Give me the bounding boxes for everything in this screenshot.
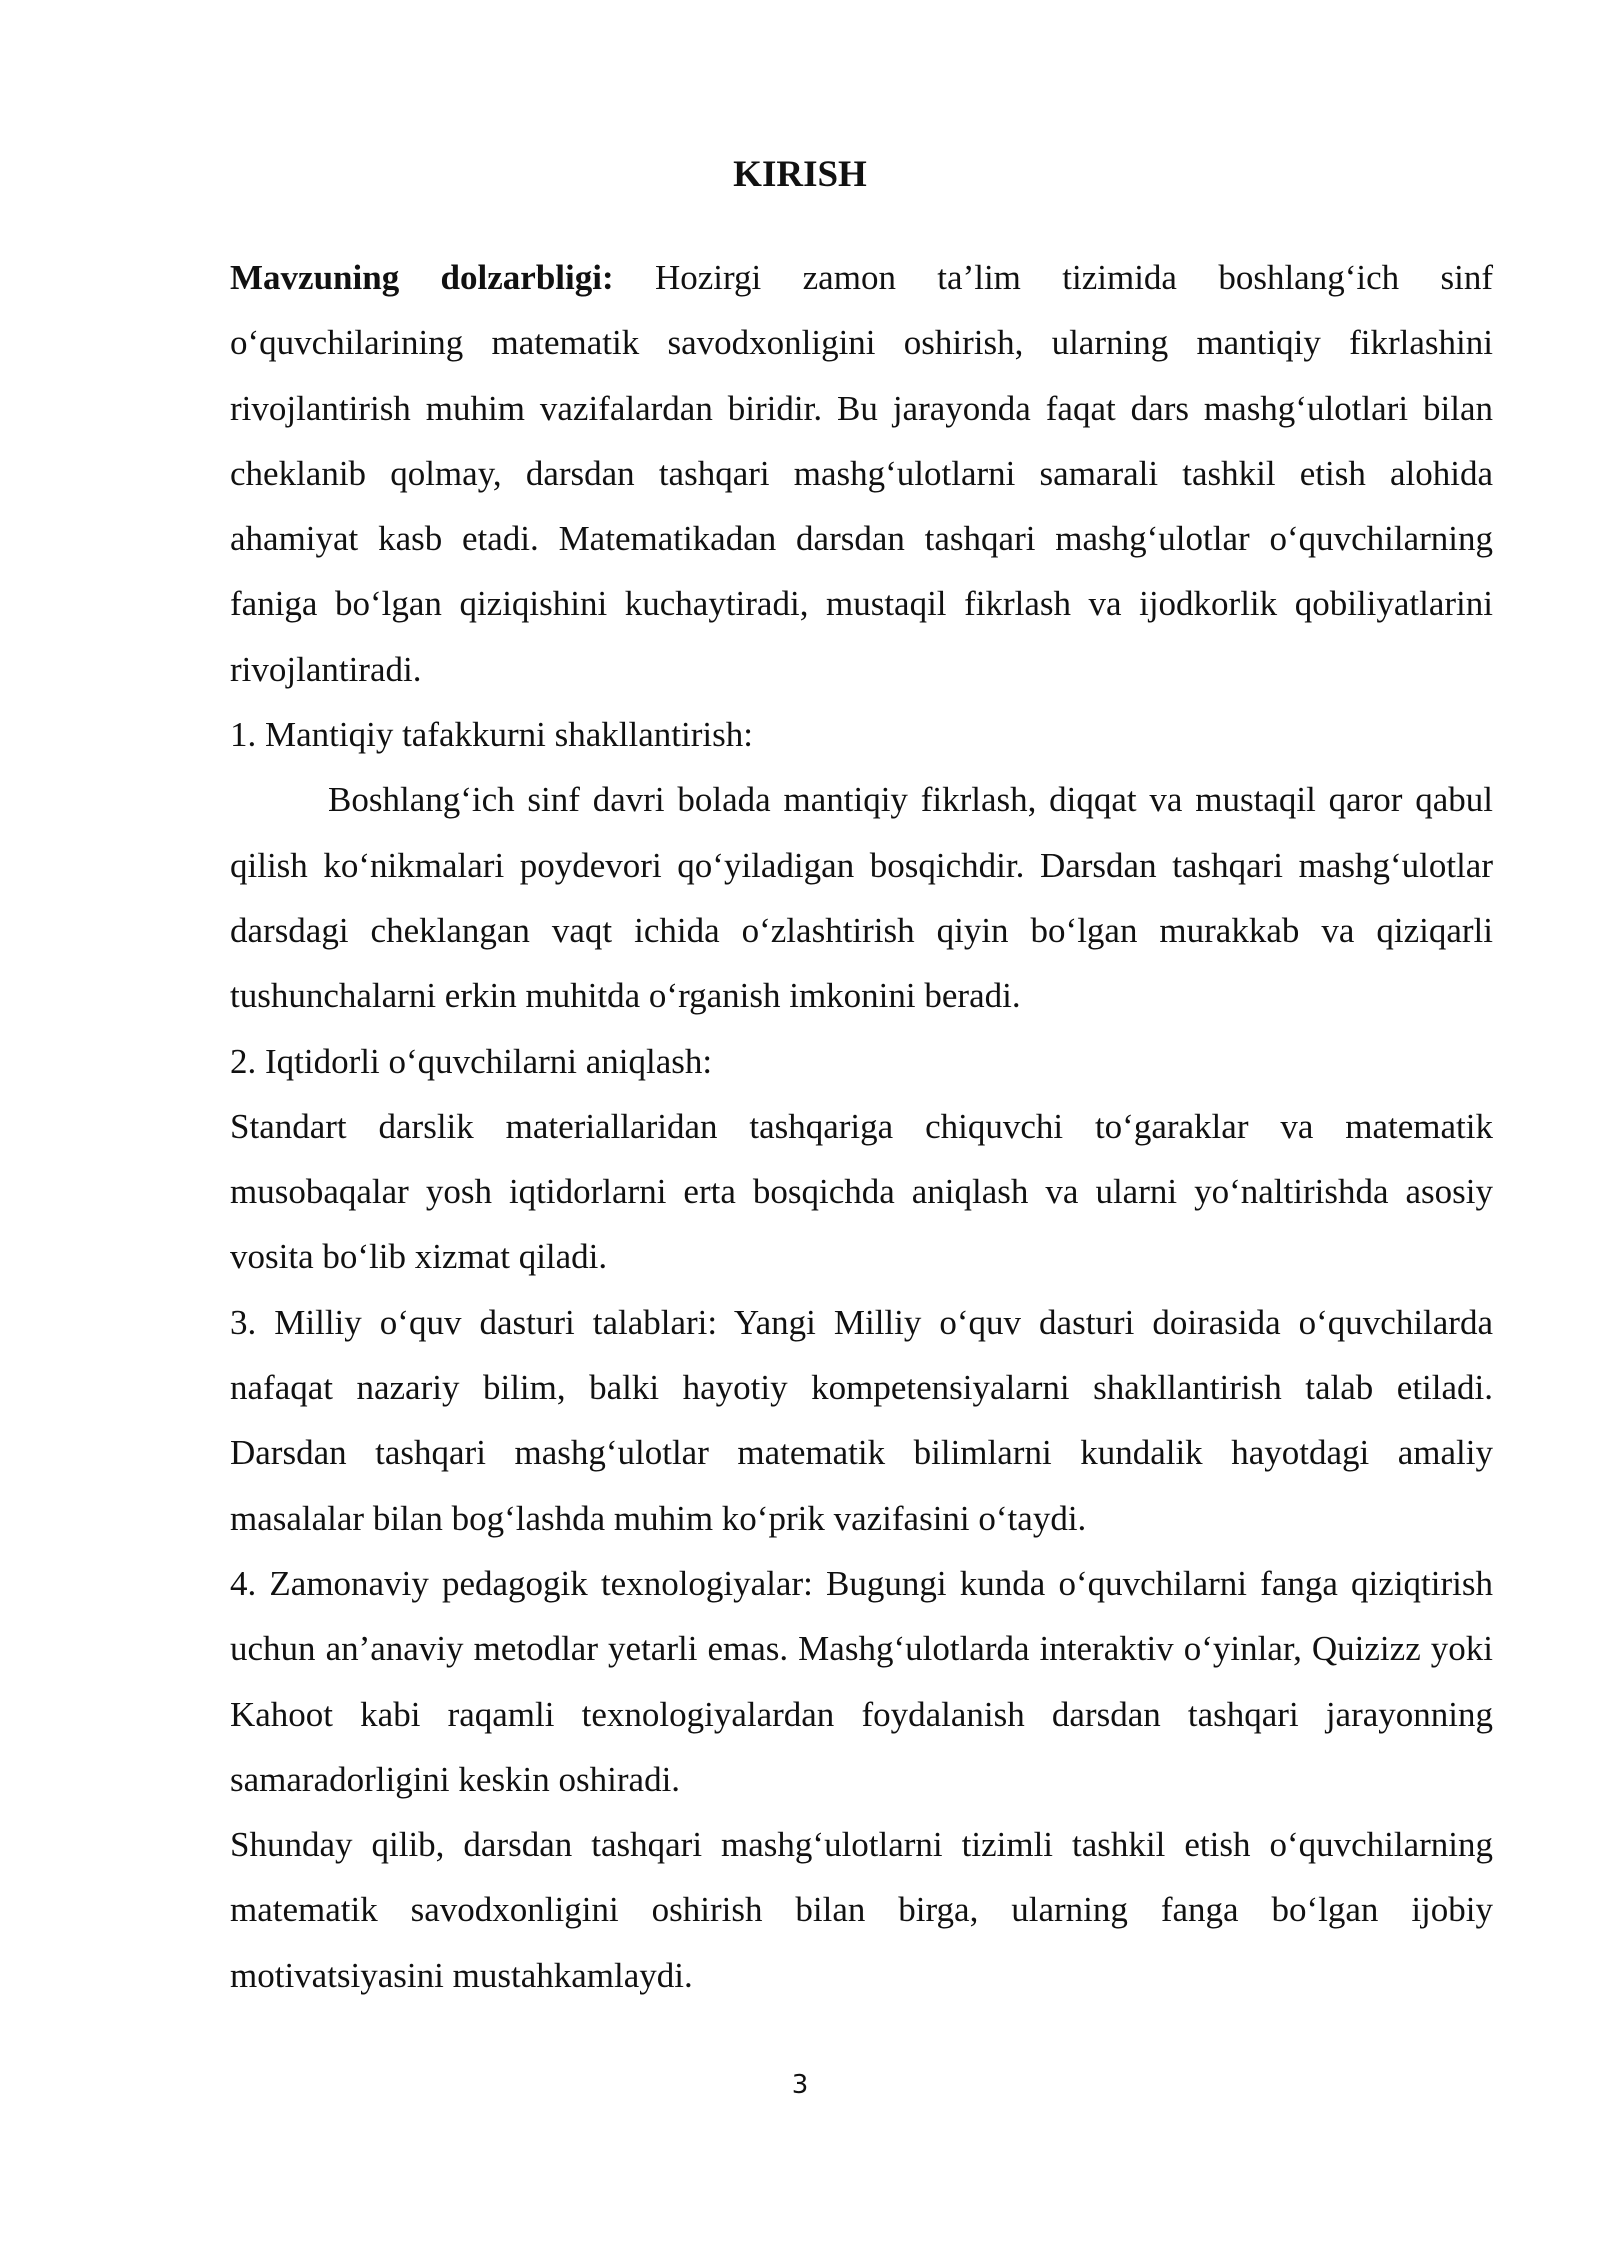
- item3-paragraph: 3. Milliy o‘quv dasturi talablari: Yangi Milliy o‘quv dasturi doirasida o‘quvchilarda nafaqat nazariy bilim, balki hayotiy kompetensiyalarni shakllantirish talab etiladi. Darsdan tashqari mashg‘ulotlar matematik bilimlarni kundalik hayotdagi amaliy masalalar bilan bog‘lashda muhim ko‘prik vazifasini o‘taydi.: [230, 1302, 1493, 1538]
- item1-paragraph: Boshlang‘ich sinf davri bolada mantiqiy fikrlash, diqqat va mustaqil qaror qabul qilish ko‘nikmalari poydevori qo‘yiladigan bosqichdir. Darsdan tashqari mashg‘ulotlar darsdagi cheklangan vaqt ichida o‘zlashtirish qiyin bo‘lgan murakkab va qiziqarli tushunchalarni erkin muhitda o‘rganish imkonini beradi.: [230, 780, 1493, 1016]
- item2-paragraph: Standart darslik materiallaridan tashqariga chiquvchi to‘garaklar va matematik musobaqalar yosh iqtidorlarni erta bosqichda aniqlash va ularni yo‘naltirishda asosiy vosita bo‘lib xizmat qiladi.: [230, 1106, 1493, 1277]
- intro-paragraph: [230, 245, 1493, 702]
- conclusion-paragraph: Shunday qilib, darsdan tashqari mashg‘ulotlarni tizimli tashkil etish o‘quvchilarning matematik savodxonligini oshirish bilan birga, ularning fanga bo‘lgan ijobiy motivatsiyasini mustahkamlaydi.: [230, 1825, 1493, 1995]
- intro-text: Hozirgi zamon ta’lim tizimida boshlang‘ich sinf o‘quvchilarining matematik savodxonligini oshirish, ularning mantiqiy fikrlashini rivojlantirish muhim vazifalardan biridir. Bu jarayonda faqat dars mashg‘ulotlari bilan cheklanib qolmay, darsdan tashqari mashg‘ulotlarni samarali tashkil etish alohida ahamiyat kasb etadi. Matematikadan darsdan tashqari mashg‘ulotlar o‘quvchilarning faniga bo‘lgan qiziqishini kuchaytiradi, mustaqil fikrlash va ijodkorlik qobiliyatlarini rivojlantiradi.: [230, 258, 1493, 689]
- document-body: [230, 245, 1493, 2008]
- page-number: 3: [791, 2070, 809, 2100]
- item2-heading: 2. Iqtidorli o‘quvchilarni aniqlash:: [230, 1041, 713, 1081]
- item4-paragraph: 4. Zamonaviy pedagogik texnologiyalar: Bugungi kunda o‘quvchilarni fanga qiziqtirish uchun an’anaviy metodlar yetarli emas. Mashg‘ulotlarda interaktiv o‘yinlar, Quizizz yoki Kahoot kabi raqamli texnologiyalardan foydalanish darsdan tashqari jarayonning samaradorligini keskin oshiradi.: [230, 1563, 1493, 1799]
- item1-heading: 1. Mantiqiy tafakkurni shakllantirish:: [230, 715, 753, 755]
- intro-lead: Mavzuning dolzarbligi:: [230, 258, 614, 297]
- page-title: KIRISH: [733, 154, 867, 195]
